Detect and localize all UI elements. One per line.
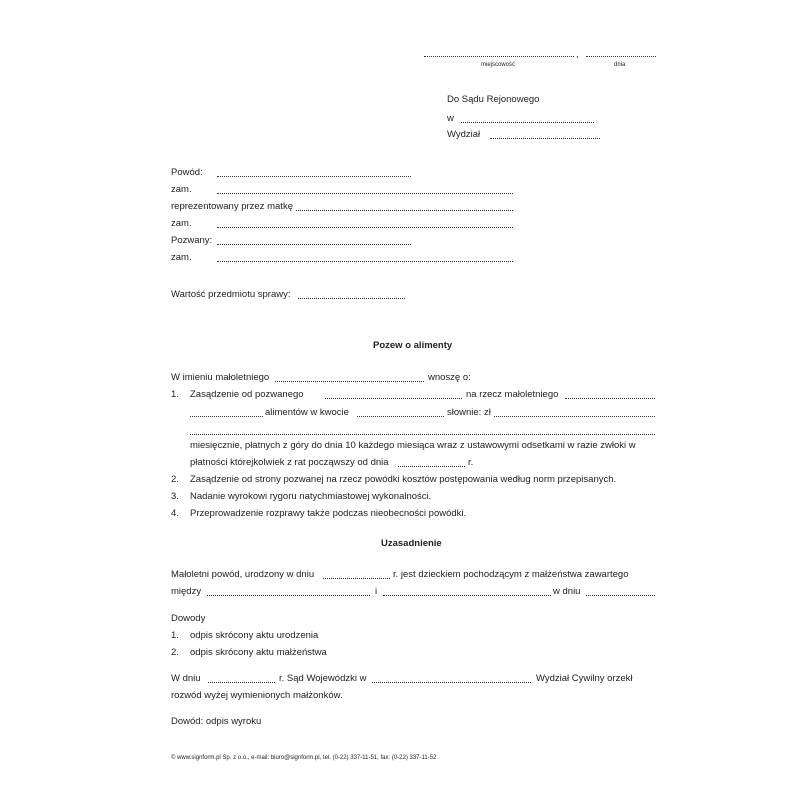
claim-item-4-num: 4. [171, 508, 179, 519]
value-label: Wartość przedmiotu sprawy: [171, 289, 291, 300]
claim-item-2: Zasądzenie od strony pozwanej na rzecz powódki kosztów postępowania według norm przepisanych. [190, 474, 617, 485]
claim-item-1-line5-b: r. [468, 457, 474, 468]
amount-words-field-2[interactable] [190, 434, 655, 435]
zam1-label: zam. [171, 184, 192, 195]
claim-item-1-line5-a: płatności którejkolwiek z rat począwszy od dnia [190, 457, 389, 468]
claim-item-3-num: 3. [171, 491, 179, 502]
powod-field[interactable] [217, 176, 411, 177]
claim-intro-post: wnoszę o: [428, 372, 471, 383]
justification-l1-a: Małoletni powód, urodzony w dniu [171, 569, 315, 580]
court-wydzial-label: Wydział [447, 129, 481, 140]
claim-item-1-num: 1. [171, 389, 179, 400]
place-field[interactable] [424, 56, 574, 57]
evidence-title: Dowody [171, 613, 206, 624]
claim-intro: W imieniu małoletniego [171, 372, 270, 383]
justification-l2-a: między [171, 586, 202, 597]
justification-l1-b: r. jest dzieckiem pochodzącym z małżeństwa zawartego [393, 569, 629, 580]
footer-text: © www.signform.pl Sp. z o.o., e-mail: biuro@signform.pl, tel. (0-22) 337-11-51, fax: (0-22) 337-11-52 [171, 755, 437, 761]
minor-name-field[interactable] [275, 381, 424, 382]
zam2-field[interactable] [217, 227, 513, 228]
place-label: miejscowość [481, 62, 516, 68]
claim-item-4: Przeprowadzenie rozprawy także podczas nieobecności powódki. [190, 508, 467, 519]
pozwany-field[interactable] [217, 244, 411, 245]
justification-l2-b: i [375, 586, 378, 597]
defendant-field[interactable] [325, 398, 462, 399]
divorce-l1-a: W dniu [171, 673, 201, 684]
court-city-field[interactable] [461, 122, 594, 123]
start-date-field[interactable] [398, 466, 465, 467]
reprezentowany-field[interactable] [296, 210, 513, 211]
dowod-text: Dowód: odpis wyroku [171, 716, 262, 727]
value-field[interactable] [298, 298, 405, 299]
court-w-label: w [447, 113, 454, 124]
evidence-item-2: odpis skrócony aktu małżeństwa [190, 647, 327, 658]
divorce-court-city-field[interactable] [372, 682, 531, 683]
zam1-field[interactable] [217, 193, 513, 194]
justification-l2-c: w dniu [553, 586, 581, 597]
zam3-label: zam. [171, 252, 192, 263]
divorce-date-field[interactable] [208, 682, 275, 683]
divorce-l2: rozwód wyżej wymienionych małżonków. [171, 690, 343, 701]
divorce-l1-c: Wydział Cywilny orzekł [536, 673, 633, 684]
marriage-date-field[interactable] [586, 595, 655, 596]
alimony-recipient-field[interactable] [190, 416, 263, 417]
birth-date-field[interactable] [323, 578, 390, 579]
minor-field-2[interactable] [565, 398, 655, 399]
pozwany-label: Pozwany: [171, 235, 213, 246]
powod-label: Powód: [171, 167, 203, 178]
divorce-l1-b: r. Sąd Wojewódzki w [279, 673, 367, 684]
zam2-label: zam. [171, 218, 192, 229]
court-title: Do Sądu Rejonowego [447, 94, 540, 105]
claim-item-1-line2-a: alimentów w kwocie [265, 407, 349, 418]
amount-words-field[interactable] [494, 416, 655, 417]
spouse2-field[interactable] [383, 595, 551, 596]
claim-item-1-a: Zasądzenie od pozwanego [190, 389, 304, 400]
document-title: Pozew o alimenty [373, 340, 453, 351]
date-field[interactable] [586, 56, 656, 57]
claim-item-1-line2-b: słownie: zł [447, 407, 491, 418]
evidence-item-1: odpis skrócony aktu urodzenia [190, 630, 319, 641]
header-comma: , [576, 49, 579, 60]
justification-title: Uzasadnienie [381, 538, 442, 549]
claim-item-2-num: 2. [171, 474, 179, 485]
spouse1-field[interactable] [207, 595, 370, 596]
date-label: dnia [614, 62, 626, 68]
evidence-item-2-num: 2. [171, 647, 179, 658]
claim-item-1-b: na rzecz małoletniego [466, 389, 559, 400]
evidence-item-1-num: 1. [171, 630, 179, 641]
zam3-field[interactable] [217, 261, 513, 262]
reprezentowany-label: reprezentowany przez matkę [171, 201, 293, 212]
court-wydzial-field[interactable] [490, 138, 600, 139]
amount-field[interactable] [357, 416, 444, 417]
claim-item-3: Nadanie wyrokowi rygoru natychmiastowej wykonalności. [190, 491, 432, 502]
claim-item-1-line4: miesięcznie, płatnych z góry do dnia 10 każdego miesiąca wraz z ustawowymi odsetkami w razie zwłoki w [190, 440, 636, 451]
